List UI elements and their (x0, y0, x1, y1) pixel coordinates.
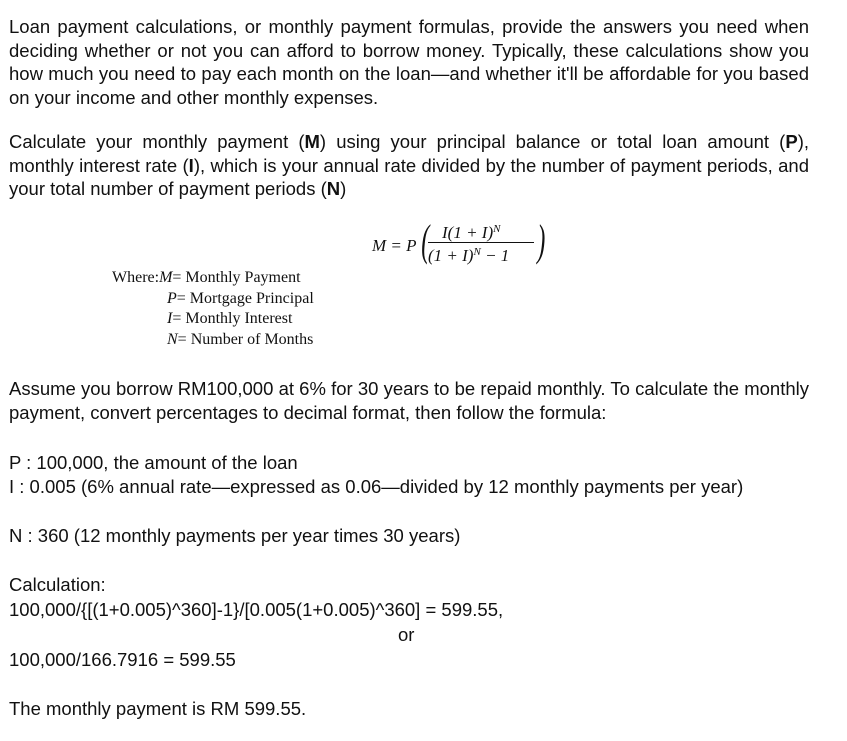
calc-intro-text: ), which is your annual rate divided by the number of payment periods, and your total number of payment periods ( (9, 154, 809, 199)
where-row (112, 289, 314, 310)
where-desc: = Number of Months (177, 330, 314, 348)
result-text: The monthly payment is RM 599.55. (9, 698, 307, 719)
formula-denominator-text: (1 + I) (428, 246, 474, 265)
value-n: N : 360 (12 monthly payments per year times 30 years) (9, 525, 461, 546)
intro-paragraph: Loan payment calculations, or monthly payment formulas, provide the answers you need when deciding whether or not you can afford to borrow money. Typically, these calculations show you how much you need to pay each month on the loan—and whether it'll be affordable for you based on your income and other monthly expenses. (9, 16, 809, 108)
formula-exponent: N (473, 246, 481, 258)
var-n: N (326, 178, 341, 199)
calc-intro-text: ), monthly interest rate ( (9, 131, 809, 176)
calculation-line-1: 100,000/{[(1+0.005)^360]-1}/[0.005(1+0.005)^360] = 599.55, (9, 599, 504, 620)
calculation-line-2: 100,000/166.7916 = 599.55 (9, 649, 236, 670)
fraction-bar (428, 242, 534, 243)
assumption-paragraph: Assume you borrow RM100,000 at 6% for 30 years to be repaid monthly. To calculate the monthly payment, convert percentages to decimal format, then follow the formula: (9, 378, 809, 423)
calc-intro-text: ) using your principal balance or total loan amount ( (319, 131, 786, 152)
where-symbol: I (167, 310, 173, 327)
var-p: P (785, 131, 798, 152)
formula-left-paren: ( (421, 216, 430, 265)
var-i: I (188, 154, 194, 176)
where-symbol: P (167, 289, 177, 307)
where-desc: = Monthly Interest (172, 310, 293, 327)
formula-exponent: N (493, 223, 501, 235)
formula-lhs: M = P (372, 236, 417, 255)
where-label: Where: (112, 269, 160, 286)
formula-numerator-text: I(1 + I) (442, 223, 494, 242)
where-desc: = Monthly Payment (172, 269, 301, 286)
formula-minus-one: − 1 (480, 246, 510, 265)
where-row (112, 268, 314, 289)
where-row (112, 330, 314, 351)
calc-intro-paragraph (9, 130, 809, 201)
calculation-or: or (398, 624, 415, 645)
where-symbol: M (159, 269, 173, 286)
where-symbol: N (167, 330, 178, 348)
formula-numerator (442, 221, 500, 245)
formula-denominator (428, 244, 509, 268)
calculation-label: Calculation: (9, 574, 106, 595)
var-m: M (304, 131, 320, 152)
calc-intro-text: ) (340, 178, 347, 199)
where-desc: = Mortgage Principal (176, 289, 314, 307)
value-p: P : 100,000, the amount of the loan (9, 452, 298, 473)
value-i: I : 0.005 (6% annual rate—expressed as 0.06—divided by 12 monthly payments per year) (9, 476, 744, 497)
where-legend (112, 268, 314, 350)
calc-intro-text: Calculate your monthly payment ( (9, 131, 305, 152)
where-row (112, 309, 314, 330)
formula-right-paren: ) (537, 216, 546, 265)
